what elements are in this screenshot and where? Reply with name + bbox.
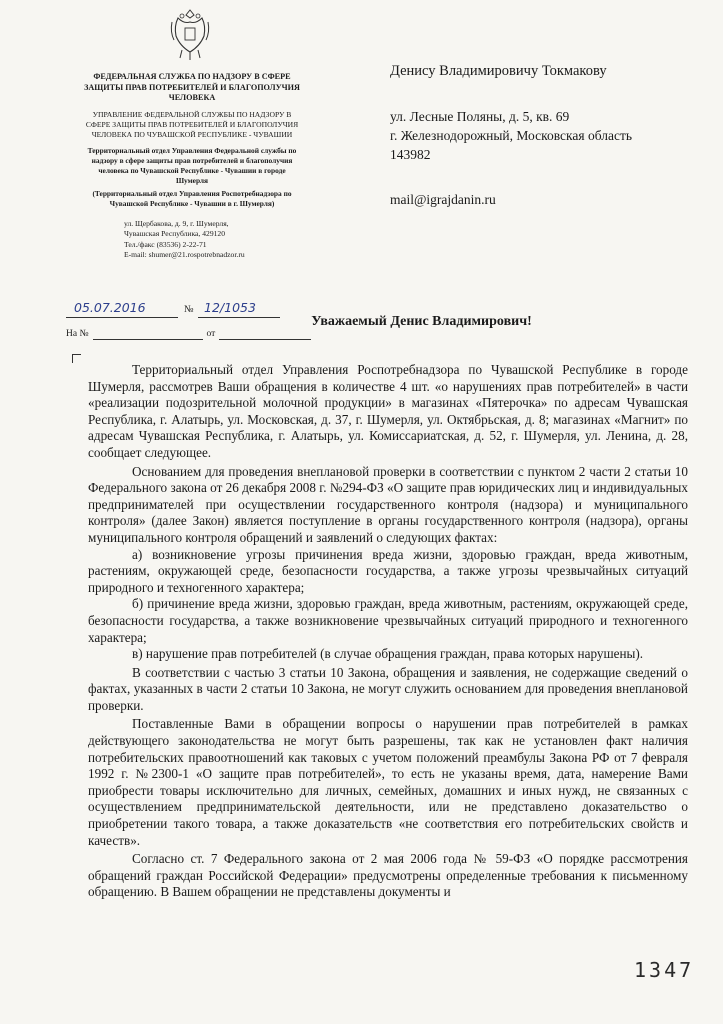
recipient-city: г. Железнодорожный, Московская область — [390, 128, 633, 143]
na-underline — [93, 329, 203, 340]
registration-number: 12/1053 — [204, 300, 256, 315]
phone: Тел./факс (83536) 2-22-71 — [124, 239, 207, 249]
recipient-address — [390, 107, 710, 164]
list-item-a: а) возникновение угрозы причинения вреда жизни, здоровью граждан, вреда животным, растениям, окружающей среде, безопасности государства, а также угрозы чрезвычайных ситуаций природного и техногенного характера; — [88, 546, 688, 595]
registration-date: 05.07.2016 — [74, 300, 146, 315]
na-label: На № — [66, 329, 89, 339]
paragraph-5: Согласно ст. 7 Федерального закона от 2 мая 2006 года № 59-ФЗ «О порядке рассмотрения обращений граждан Российской Федерации» предусмотрены определенные требования к письменному обращению. В Вашем обращении не представлены документы и — [88, 851, 688, 900]
regional-office: УПРАВЛЕНИЕ ФЕДЕРАЛЬНОЙ СЛУЖБЫ ПО НАДЗОРУ В СФЕРЕ ЗАЩИТЫ ПРАВ ПОТРЕБИТЕЛЕЙ И БЛАГОПОЛУЧИЯ ЧЕЛОВЕКА ПО ЧУВАШСКОЙ РЕСПУБЛИКЕ - ЧУВАШИИ — [85, 109, 299, 139]
coat-of-arms-icon — [168, 6, 212, 62]
salutation: Уважаемый Денис Владимирович! — [311, 314, 532, 329]
org-name: ФЕДЕРАЛЬНАЯ СЛУЖБА ПО НАДЗОРУ В СФЕРЕ ЗАЩИТЫ ПРАВ ПОТРЕБИТЕЛЕЙ И БЛАГОПОЛУЧИЯ ЧЕЛОВЕКА — [84, 72, 300, 102]
ot-underline — [219, 329, 311, 340]
recipient-zip: 143982 — [390, 147, 431, 162]
recipient-email: mail@igrajdanin.ru — [390, 192, 496, 207]
recipient-name: Денису Владимировичу Токмакову — [390, 63, 607, 79]
letter-body — [88, 362, 688, 901]
sender-header — [84, 72, 300, 261]
sender-email: E-mail: shumer@21.rospotrebnadzor.ru — [124, 250, 245, 259]
address-line-2: Чувашская Республика, 429120 — [124, 229, 226, 238]
paragraph-3: В соответствии с частью 3 статьи 10 Закона, обращения и заявления, не содержащие сведений о фактах, указанных в части 2 статьи 10 Закона, не могут служить основанием для проведения внеплановой проверки. — [88, 664, 688, 713]
sender-address — [84, 219, 300, 261]
paragraph-4: Поставленные Вами в обращении вопросы о нарушении прав потребителей в рамках действующего законодательства не могут быть разрешены, так как не установлен факт наличия потребительских правоотношений как таковых с учетом положений преамбулы Закона РФ от 7 февраля 1992 г. №2300-1 «О защите прав потребителей», то есть не указаны время, дата, намерение Вами приобрести товары исключительно для личных, семейных, домашних и иных нужд, не связанных с осуществлением предпринимательской деятельности, или не представлено доказательство о приобретении такого товара, а также доказательств «не соответствия его потребительских свойств и качеств». — [88, 716, 688, 848]
ot-label: от — [206, 329, 216, 339]
recipient-block — [390, 62, 710, 209]
address-line-1: ул. Щербакова, д. 9, г. Шумерля, — [124, 218, 229, 228]
paragraph-1: Территориальный отдел Управления Роспотребнадзора по Чувашской Республике в городе Шумерля, рассмотрев Ваши обращения в количестве 4 шт. «о нарушениях прав потребителей» в части «реализации подозрительной молочной продукции» в магазинах «Пятерочка» по адресам Чувашская Республика, г. Алатырь, ул. Московская, д. 37, г. Шумерля, ул. Октябрьская, д. 8; магазинах «Магнит» по адресам Чувашская Республика, г. Алатырь, ул. Комиссариатская, д. 52, г. Шумерля, ул. Ленина, д. 28, сообщает следующее. — [88, 362, 688, 460]
number-label: № — [184, 304, 194, 315]
corner-mark — [72, 354, 81, 363]
page-number-stamp: 1347 — [634, 958, 695, 982]
department-short-name: (Территориальный отдел Управления Роспотребнадзора по Чувашской Республике - Чувашии в г. Шумерля) — [92, 188, 292, 208]
reference-line — [66, 329, 316, 340]
paragraph-2: Основанием для проведения внеплановой проверки в соответствии с пунктом 2 части 2 статьи 10 Федерального закона от 26 декабря 2008 г. №294-ФЗ «О защите прав юридических лиц и индивидуальных предпринимателей при осуществлении государственного контроля (надзора) и муниципального контроля» (далее Закон) является поступление в органы государственного контроля (надзора), органы муниципального контроля обращений и заявлений о следующих фактах: — [88, 463, 688, 545]
list-item-c: в) нарушение прав потребителей (в случае обращения граждан, права которых нарушены). — [132, 646, 644, 662]
recipient-street: ул. Лесные Поляны, д. 5, кв. 69 — [390, 109, 570, 124]
list-item-b: б) причинение вреда жизни, здоровью граждан, вреда животным, растениям, окружающей среде, безопасности государства, а также возникновение чрезвычайных ситуаций природного и техногенного характера; — [88, 596, 688, 645]
department-name: Территориальный отдел Управления Федеральной службы по надзору в сфере защиты прав потребителей и благополучия человека по Чувашской Республике - Чувашии в городе Шумерля — [87, 145, 297, 185]
